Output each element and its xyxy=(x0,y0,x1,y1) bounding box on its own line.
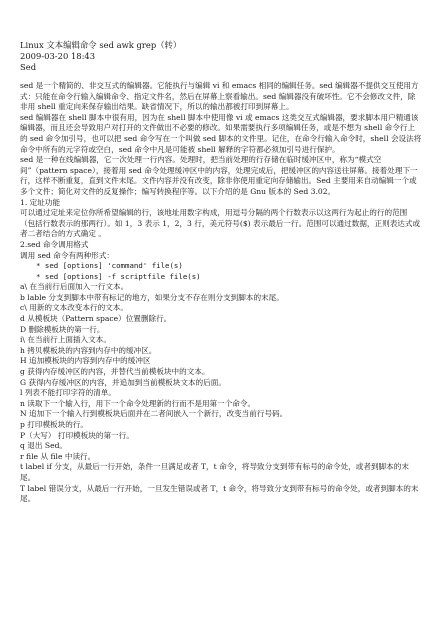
command-item: d 从模板块（Pattern space）位置删除行。 xyxy=(20,314,172,324)
command-item: a\ 在当前行后面加入一行文本。 xyxy=(20,282,129,292)
post-header xyxy=(20,40,422,73)
command-item: l 列表不能打印字符的清单。 xyxy=(20,388,116,398)
invocation-intro: 调用 sed 命令有两种形式： xyxy=(20,250,115,260)
command-item: q 退出 Sed。 xyxy=(20,441,68,451)
command-list xyxy=(20,282,422,504)
command-item: b lable 分支到脚本中带有标记的地方，如果分支不存在则分支到脚本的末尾。 xyxy=(20,292,284,302)
command-item: c\ 用新的文本改变本行的文本。 xyxy=(20,303,128,313)
post-datetime: 2009-03-20 18:43 xyxy=(20,51,96,61)
document-page xyxy=(20,40,422,505)
paragraph-intro: sed 是一个精简的、非交互式的编辑器。它能执行与编辑 vi 和 emacs 相同的编辑任务。sed 编辑器不提供交互使用方式：只能在命令行输入编辑命令、指定文件名，然后在屏幕上察看输出。sed 编辑器没有破坏性。它不会修改文件，除非用 shell 重定向来保存输出结果。缺省情况下，所以的输出都被打印到屏幕上。 xyxy=(20,81,419,112)
invocation-form: * sed [options] -f scriptfile file(s) xyxy=(36,271,201,281)
post-title: Linux 文本编辑命令 sed awk grep（转） xyxy=(20,40,182,50)
command-item: g 获得内存缓冲区的内容，并替代当前模板块中的文本。 xyxy=(20,367,210,377)
invocation-form: * sed [options] 'command' file(s) xyxy=(36,261,183,271)
command-item: h 拷贝模板块的内容到内存中的缓冲区。 xyxy=(20,345,157,355)
command-item: r file 从 file 中读行。 xyxy=(20,451,96,461)
section-heading-invocation: 2.sed 命令调用格式 xyxy=(20,239,89,249)
command-item: t label if 分支，从最后一行开始，条件一旦满足或者 T，t 命令，将导致分支到带有标号的命令处，或者到脚本的末尾。 xyxy=(20,462,409,482)
command-item: N 追加下一个输入行到模板块后面并在二者间嵌入一个新行，改变当前行号码。 xyxy=(20,409,288,419)
command-item: D 删除模板块的第一行。 xyxy=(20,324,105,334)
command-item: T label 错误分支，从最后一行开始，一旦发生错误或者 T，t 命令，将导致分支到带有标号的命令处，或者到脚本的末尾。 xyxy=(20,483,419,504)
paragraph-shell-scripts: sed 编辑器在 shell 脚本中很有用，因为在 shell 脚本中使用像 vi 或 emacs 这类交互式编辑器，要求脚本用户精通该编辑器，而且还会导致用户对打开的文件做出不必要的修改。如果需要执行多项编辑任务，或是不想为 shell 命令行上的 sed 命令加引号，也可以把 sed 命令写在一个叫做 sed 脚本的文件里。记住，在命令行输入命令时，shell 会设法将命令中所有的元字符或空白，sed 命令中凡是可能被 shell 解释的字符都必须加引号进行保护。 xyxy=(20,112,422,154)
command-item: G 获得内存缓冲区的内容，并追加到当前模板块文本的后面。 xyxy=(20,377,226,387)
command-item: H 追加模板块的内容到内存中的缓冲区 xyxy=(20,356,151,366)
command-item: i\ 在当前行上面插入文本。 xyxy=(20,335,111,345)
paragraph-addressing: 可以通过定址来定位你所希望编辑的行，该地址用数字构成，用逗号分隔的两个行数表示以这两行为起止的行的范围（包括行数表示的那两行）。如 1，3 表示 1，2，3 行，美元符号($) 表示最后一行。范围可以通过数据，正则表达式或者二者结合的方式确定 。 xyxy=(20,208,421,239)
paragraph-online-editor: sed 是一种在线编辑器，它一次处理一行内容。处理时，把当前处理的行存储在临时缓冲区中，称为“模式空间”（pattern space），接着用 sed 命令处理缓冲区中的内容，处理完成后，把缓冲区的内容送往屏幕。接着处理下一行，这样不断重复，直到文件末尾。文件内容并没有改变，除非你使用重定向存储输出。Sed 主要用来自动编辑一个或多个文件；简化对文件的反复操作；编写转换程序等。以下介绍的是 Gnu 版本的 Sed 3.02。 xyxy=(20,155,418,196)
command-item: P（大写） 打印模板块的第一行。 xyxy=(20,430,134,440)
post-category: Sed xyxy=(20,62,37,72)
command-item: p 打印模板块的行。 xyxy=(20,420,89,429)
command-item: n 读取下一个输入行，用下一个命令处理新的行而不是用第一个命令。 xyxy=(20,398,256,408)
section-heading-addressing: 1. 定址功能 xyxy=(20,197,61,207)
